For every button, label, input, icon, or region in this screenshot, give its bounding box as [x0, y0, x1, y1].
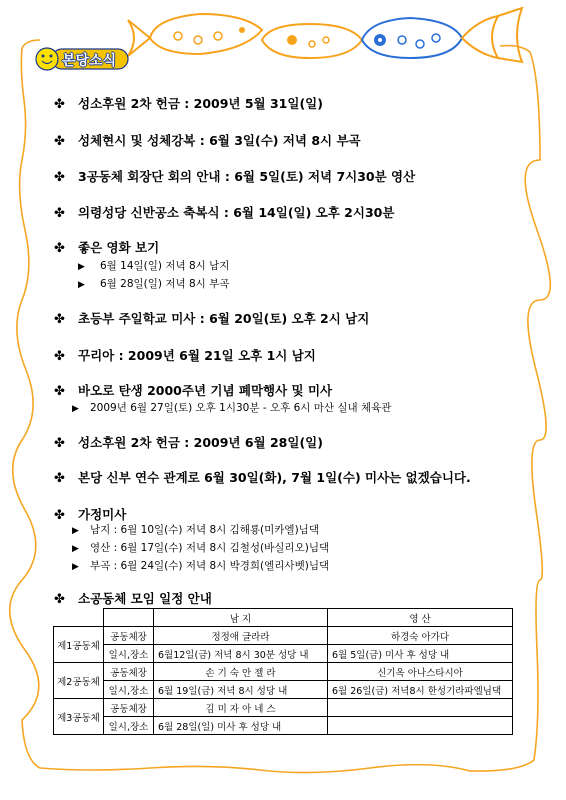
page-title: 본당소식: [62, 53, 117, 69]
sub-item: ▶ 남지 : 6월 10일(수) 저녁 8시 김해룡(미카엘)님댁: [72, 524, 319, 536]
table-cell: 손 기 숙 안 젤 라: [154, 663, 328, 681]
row-label: 일시,장소: [104, 645, 154, 663]
clover-bullet-icon: ✤: [54, 206, 65, 221]
table-cell: [328, 717, 513, 735]
sub-item: ▶ 6월 28일(일) 저녁 8시 부곡: [78, 278, 230, 290]
row-label: 일시,장소: [104, 681, 154, 699]
table-cell: 6월 19일(금) 저녁 8시 성당 내: [154, 681, 328, 699]
clover-bullet-icon: ✤: [54, 170, 65, 185]
list-item: ✤ 소공동체 모임 일정 안내: [54, 591, 212, 607]
smiley-icon: [36, 48, 58, 70]
orange-fish-icon: [462, 8, 522, 62]
table-row: [54, 681, 513, 699]
clover-bullet-icon: ✤: [54, 592, 65, 607]
table-cell: 신기옥 아나스타시아: [328, 663, 513, 681]
list-item: ✤ 3공동체 회장단 회의 안내 : 6월 5일(토) 저녁 7시30분 영산: [54, 169, 416, 185]
table-cell: 6월 26일(금) 저녁8시 한성기라파엘님댁: [328, 681, 513, 699]
clover-bullet-icon: ✤: [54, 134, 65, 149]
row-label: 일시,장소: [104, 717, 154, 735]
arrow-bullet-icon: ▶: [78, 280, 85, 290]
table-row: [54, 717, 513, 735]
arrow-bullet-icon: ▶: [78, 262, 85, 272]
list-item: ✤ 초등부 주일학교 미사 : 6월 20일(토) 오후 2시 남지: [54, 311, 370, 327]
column-header: 영 산: [328, 609, 513, 627]
table-cell: 6월12일(금) 저녁 8시 30분 성당 내: [154, 645, 328, 663]
list-item: ✤ 성소후원 2차 헌금 : 2009년 6월 28일(일): [54, 435, 323, 451]
list-item: ✤ 성소후원 2차 헌금 : 2009년 5월 31일(일): [54, 96, 323, 112]
schedule-table: [53, 608, 513, 735]
clover-bullet-icon: ✤: [54, 312, 65, 327]
group-name: 제1공동체: [54, 627, 104, 663]
sub-item: ▶ 6월 14일(일) 저녁 8시 남지: [78, 260, 230, 272]
sub-item: ▶ 영산 : 6월 17일(수) 저녁 8시 김철성(바실리오)님댁: [72, 542, 330, 554]
arrow-bullet-icon: ▶: [72, 544, 79, 554]
list-item: ✤ 좋은 영화 보기: [54, 240, 160, 256]
clover-bullet-icon: ✤: [54, 349, 65, 364]
blue-fish-icon: [362, 18, 462, 58]
table-row: [54, 699, 513, 717]
group-name: 제2공동체: [54, 663, 104, 699]
orange-fish-icon: [262, 24, 362, 58]
table-cell: [328, 699, 513, 717]
arrow-bullet-icon: ▶: [72, 526, 79, 536]
clover-bullet-icon: ✤: [54, 471, 65, 486]
list-item: ✤ 바오로 탄생 2000주년 기념 폐막행사 및 미사: [54, 383, 333, 399]
arrow-bullet-icon: ▶: [72, 404, 79, 414]
list-item: ✤ 꾸리아 : 2009년 6월 21일 오후 1시 남지: [54, 348, 316, 364]
table-cell: 김 미 자 아 네 스: [154, 699, 328, 717]
table-row: [54, 645, 513, 663]
table-header-row: [54, 609, 513, 627]
table-row: [54, 627, 513, 645]
corner-cell: [104, 609, 154, 627]
column-header: 남 지: [154, 609, 328, 627]
clover-bullet-icon: ✤: [54, 436, 65, 451]
list-item: ✤ 가정미사: [54, 507, 127, 523]
orange-fish-icon: [128, 14, 262, 56]
sub-item: ▶ 부곡 : 6월 24일(수) 저녁 8시 박경희(엘리사벳)님댁: [72, 560, 330, 572]
group-name: 제3공동체: [54, 699, 104, 735]
row-label: 공동체장: [104, 627, 154, 645]
table-row: [54, 663, 513, 681]
arrow-bullet-icon: ▶: [72, 562, 79, 572]
row-label: 공동체장: [104, 663, 154, 681]
list-item: ✤ 본당 신부 연수 관계로 6월 30일(화), 7월 1일(수) 미사는 없겠습니다.: [54, 470, 471, 486]
table-cell: 6월 5일(금) 미사 후 성당 내: [328, 645, 513, 663]
clover-bullet-icon: ✤: [54, 384, 65, 399]
clover-bullet-icon: ✤: [54, 97, 65, 112]
list-item: ✤ 의령성당 신반공소 축복식 : 6월 14일(일) 오후 2시30분: [54, 205, 395, 221]
table-cell: 정정애 글라라: [154, 627, 328, 645]
row-label: 공동체장: [104, 699, 154, 717]
clover-bullet-icon: ✤: [54, 241, 65, 256]
list-item: ✤ 성체현시 및 성체강복 : 6월 3일(수) 저녁 8시 부곡: [54, 133, 361, 149]
table-cell: 하경숙 아가다: [328, 627, 513, 645]
corner-cell: [54, 609, 104, 627]
sub-item: ▶ 2009년 6월 27일(토) 오후 1시30분 - 오후 6시 마산 실내 체육관: [72, 402, 392, 414]
clover-bullet-icon: ✤: [54, 508, 65, 523]
table-cell: 6월 28일(일) 미사 후 성당 내: [154, 717, 328, 735]
